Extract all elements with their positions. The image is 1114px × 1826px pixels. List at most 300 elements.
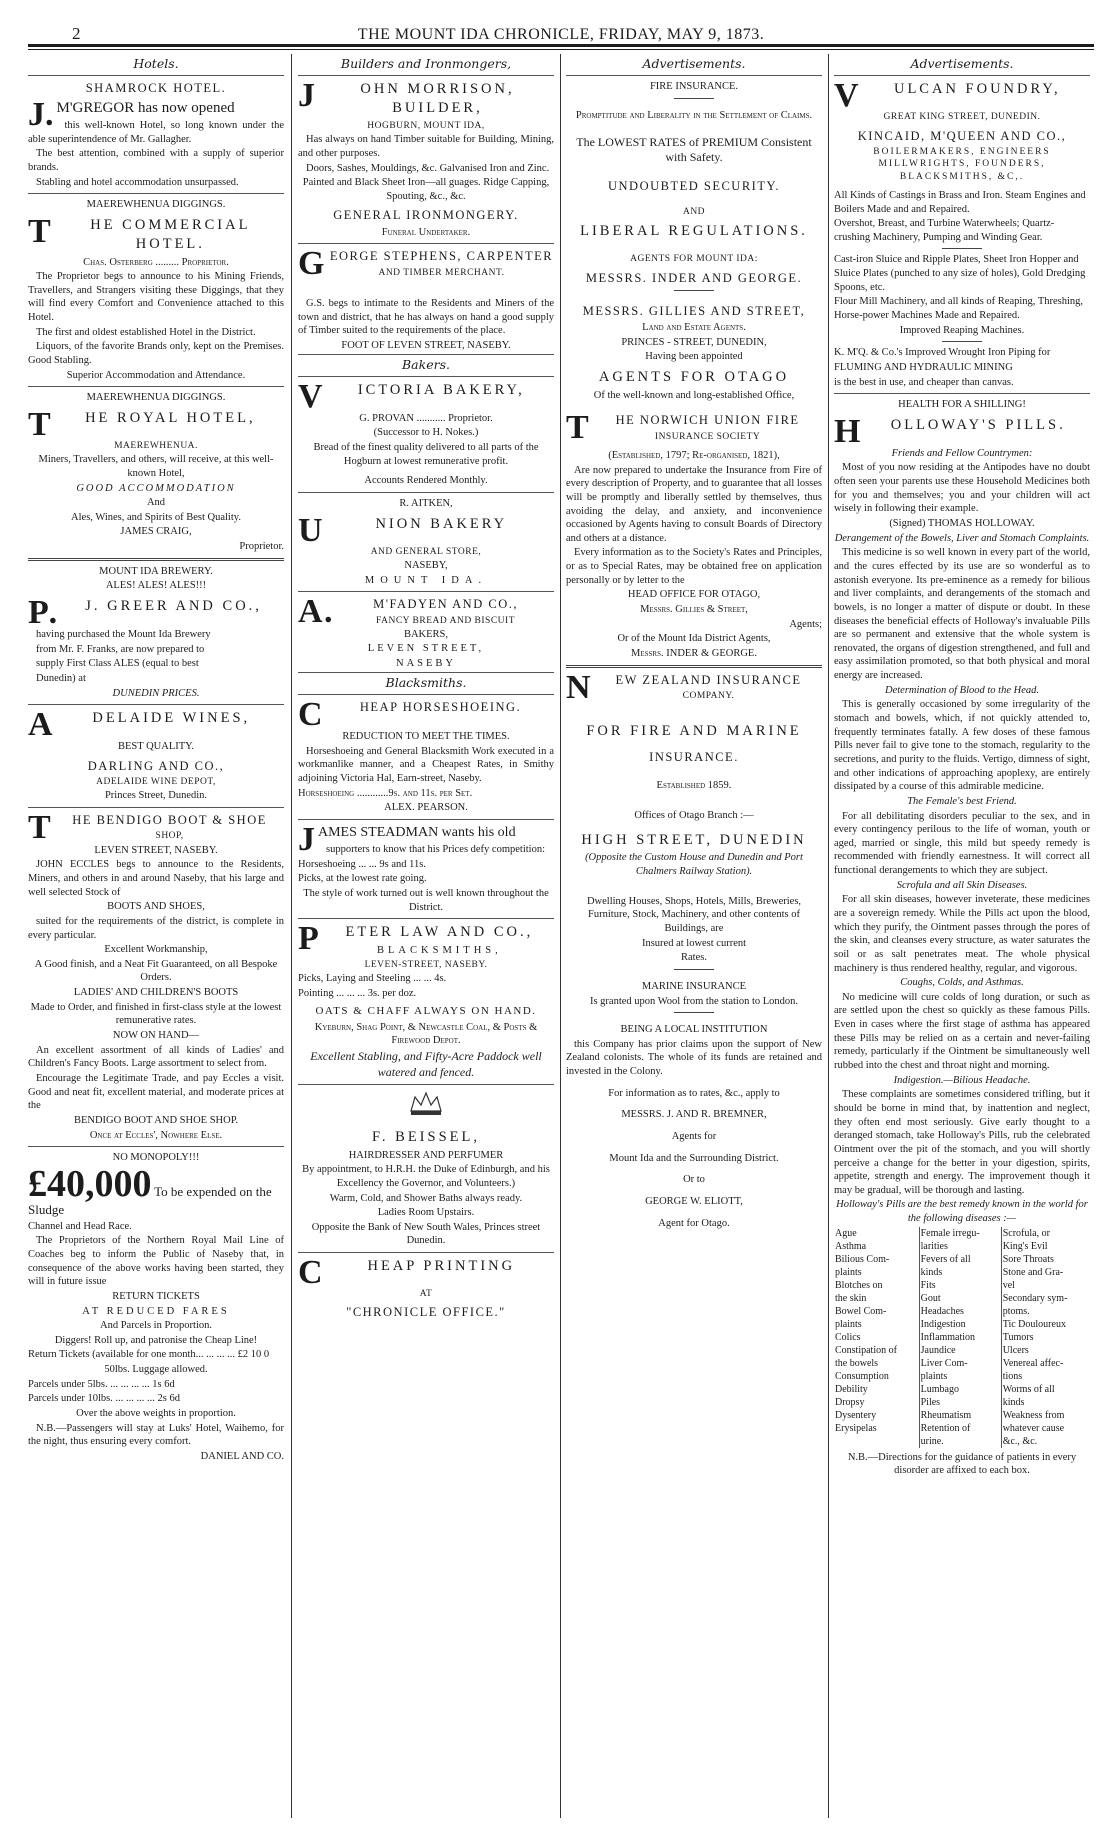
ad-title: OLLOWAY'S PILLS. <box>890 416 1066 433</box>
ad-text: Dwelling Houses, Shops, Hotels, Mills, Breweries, Furniture, Stock, Machinery, and other contents of Buildings, are <box>586 895 802 934</box>
table-cell: Tic Douloureux <box>1002 1318 1066 1330</box>
ad-text: Picks, at the lowest rate going. <box>298 873 427 885</box>
fire-insurance-ad <box>566 80 822 402</box>
ad-text: KINCAID, M'QUEEN AND CO., <box>857 128 1067 143</box>
ad-text: Superior Accommodation and Attendance. <box>66 369 246 381</box>
column-3 <box>566 54 822 1818</box>
drop-cap: J <box>298 820 315 858</box>
ad-subtitle: MAEREWHENUA DIGGINGS. <box>86 199 226 211</box>
ad-title: EW ZEALAND INSURANCE <box>615 672 802 687</box>
ad-text: AND <box>682 206 706 217</box>
ad-text: An excellent assortment of all kinds of Ladies' and Children's Fancy Boots. Large assortment to select from. <box>28 1044 284 1070</box>
table-cell: Venereal affec- <box>1002 1357 1064 1369</box>
ad-text: (Established, 1797; Re-organised, 1821), <box>608 450 780 461</box>
ad-title: NION BAKERY <box>375 515 508 532</box>
ad-text: Pointing ... ... ... 3s. per doz. <box>298 987 417 999</box>
ad-text: Insured at lowest current <box>641 937 747 949</box>
table-cell: Ulcers <box>1002 1344 1029 1356</box>
ad-text: Mount Ida and the Surrounding District. <box>609 1152 779 1164</box>
ad-text: Having been appointed <box>645 351 743 363</box>
ad-text: The Proprietor begs to announce to his Mining Friends, Travellers, and Strangers visiting these Diggings, that they will find every Comfort and Convenience attached to this Hotel. <box>28 271 284 324</box>
ad-title: OHN MORRISON, BUILDER, <box>360 81 515 117</box>
ad-text: LADIES' AND CHILDREN'S BOOTS <box>73 987 239 999</box>
table-cell: Fits <box>919 1279 1001 1292</box>
ad-text: INSURANCE. <box>649 750 739 765</box>
page-number: 2 <box>72 24 81 43</box>
diseases-table <box>834 1227 1090 1448</box>
ad-text: supply First Class ALES (equal to best <box>36 658 199 670</box>
ad-text: Princes Street, Dunedin. <box>104 790 208 802</box>
ad-text: Agents for <box>671 1131 717 1143</box>
ad-text: MESSRS. INDER AND GEORGE. <box>585 270 803 285</box>
ad-title: NO MONOPOLY!!! <box>112 1152 200 1164</box>
ad-text: Rates. <box>681 952 707 964</box>
ad-text: this well-known Hotel, so long known under the able superintendence of Mr. Gallagher. <box>28 120 284 145</box>
ad-text: Improved Reaping Machines. <box>899 324 1025 336</box>
ad-title: FIRE INSURANCE. <box>649 81 739 93</box>
ad-text: Every information as to the Society's Rates and Principles, or as to Special Rates, may be obtained free on application personally or by letter to the <box>566 547 822 586</box>
section-heading: Bakers. <box>298 354 554 377</box>
ad-text: This is generally occasioned by some irregularity of the stomach and bowels, which, if not quickly attended to, frequently terminates fatally. A few doses of these famous Pills never fail to give tone to the stomach, regularity to the secretions, and purity to the fluids. Vertigo, dimness of sight, and other indications of approaching apoplexy, are entirely dissipated by a course of this admirable medicine. <box>834 699 1090 793</box>
ad-text: RETURN TICKETS <box>112 1290 200 1302</box>
royal-hotel-ad <box>28 391 284 553</box>
ad-text: And <box>146 497 166 509</box>
ad-text: Parcels under 10lbs. ... ... ... ... 2s 6d <box>28 1393 180 1405</box>
ad-text: Picks, Laying and Steeling ... ... 4s. <box>298 973 447 985</box>
ad-text: MESSRS. GILLIES AND STREET, <box>582 303 806 318</box>
ad-text: FOOT OF LEVEN STREET, NASEBY. <box>341 339 511 351</box>
ad-text: Encourage the Legitimate Trade, and pay Eccles a visit. Good and neat fit, excellent material, and moderate prices at the <box>28 1072 284 1112</box>
printing-ad <box>298 1254 554 1321</box>
ad-subtitle: COMPANY. <box>682 690 735 701</box>
coach-line-ad <box>28 1151 284 1463</box>
ad-text: having purchased the Mount Ida Brewery <box>36 629 211 641</box>
ad-text: LEVEN STREET, NASEBY. <box>94 844 218 856</box>
ad-subheading: Scrofula and all Skin Diseases. <box>896 879 1028 891</box>
ad-text: Excellent Workmanship, <box>104 944 208 956</box>
ad-text: Messrs. Gillies & Street, <box>640 604 748 616</box>
table-cell: Tumors <box>1002 1331 1034 1343</box>
table-cell: urine. <box>919 1435 1001 1448</box>
drop-cap: J <box>298 77 318 115</box>
table-cell: vel <box>1002 1279 1015 1291</box>
drop-cap: P. <box>28 594 61 632</box>
table-cell: Scrofula, or <box>1002 1227 1050 1239</box>
column-4 <box>834 54 1090 1818</box>
table-cell: tions <box>1002 1370 1023 1382</box>
section-heading: Hotels. <box>28 54 284 76</box>
ad-subtitle: MAEREWHENUA DIGGINGS. <box>86 392 226 404</box>
ad-text: Has always on hand Timber suitable for Building, Mining, and other purposes. <box>298 134 554 159</box>
ad-text: NOW ON HAND— <box>112 1030 200 1042</box>
header-rule-thin <box>28 49 1094 50</box>
table-row <box>834 1305 1090 1318</box>
table-row <box>834 1227 1090 1240</box>
ad-signature: ALEX. PEARSON. <box>384 802 468 814</box>
ad-text: (Signed) THOMAS HOLLOWAY. <box>889 518 1035 530</box>
ad-text: PRINCES - STREET, DUNEDIN, <box>621 336 767 348</box>
table-cell: Piles <box>919 1396 1001 1409</box>
ad-text: All Kinds of Castings in Brass and Iron. Steam Engines and Boilers Made and and Repaired. <box>834 189 1086 215</box>
ad-text: Overshot, Breast, and Turbine Waterwheels; Quartz-crushing Machinery, Pumping and Winding Gear. <box>834 218 1055 243</box>
ad-text: Funeral Undertaker. <box>381 226 471 238</box>
ad-text: 50lbs. Luggage allowed. <box>104 1364 208 1376</box>
ad-text: Land and Estate Agents. <box>642 322 746 333</box>
table-row <box>834 1383 1090 1396</box>
ad-text: Or of the Mount Ida District Agents, <box>617 633 771 645</box>
table-cell: Lumbago <box>919 1383 1001 1396</box>
ad-subheading: The Female's best Friend. <box>907 795 1017 807</box>
ad-text: this Company has prior claims upon the support of New Zealand colonists. The whole of its funds are retained and invested in the Colony. <box>566 1038 822 1078</box>
peter-law-ad <box>298 920 554 1080</box>
ad-text: FANCY BREAD AND BISCUIT <box>376 615 516 626</box>
ad-text: Made to Order, and finished in first-class style at the lowest remunerative rates. <box>30 1001 282 1027</box>
ad-text: G.S. begs to intimate to the Residents and Miners of the town and district, that he has always on hand a good supply of Timber suited to the requirements of the place. <box>298 297 554 337</box>
table-row <box>834 1422 1090 1435</box>
ad-text: Horseshoeing ... ... 9s and 11s. <box>298 858 426 870</box>
ad-text: Flour Mill Machinery, and all kinds of Reaping, Threshing, Horse-power Machines Made and Repaired. <box>834 296 1084 321</box>
table-cell <box>834 1435 919 1448</box>
ad-subtitle: INSURANCE SOCIETY <box>654 431 761 442</box>
ad-text: JOHN ECCLES begs to announce to the Residents, Miners, and others in and around Naseby, that his large and well selected Stock of <box>28 859 284 898</box>
ad-subheading: Coughs, Colds, and Asthmas. <box>900 977 1024 989</box>
ad-text: Friends and Fellow Countrymen: <box>891 447 1033 459</box>
table-cell: Female irregu- <box>919 1227 1001 1240</box>
drop-cap: G <box>298 245 326 283</box>
ad-text: Ladies Room Upstairs. <box>377 1207 475 1219</box>
ad-title: ICTORIA BAKERY, <box>357 381 525 398</box>
ad-text: AT <box>419 1289 433 1300</box>
ad-text: Painted and Black Sheet Iron—all guages. Ridge Capping, Spouting, &c., &c. <box>302 177 550 202</box>
ad-text: from Mr. F. Franks, are now prepared to <box>36 643 205 655</box>
ad-text: And Parcels in Proportion. <box>100 1320 212 1332</box>
ad-text: Warm, Cold, and Shower Baths always ready. <box>329 1192 523 1204</box>
ad-text: (Opposite the Custom House and Dunedin and Port Chalmers Railway Station). <box>585 852 803 878</box>
mfadyen-ad <box>298 593 554 671</box>
drop-cap: A. <box>298 593 335 631</box>
table-cell: Debility <box>834 1383 919 1396</box>
drop-cap: A <box>28 706 56 744</box>
ad-title: AMES STEADMAN wants his old <box>318 824 516 840</box>
table-cell: Dropsy <box>834 1396 919 1409</box>
ad-signature: Proprietor. <box>239 541 284 553</box>
ad-text: BOILERMAKERS, ENGINEERS MILLWRIGHTS, FOUNDERS, BLACKSMITHS, &C,. <box>873 146 1051 182</box>
ad-text: R. AITKEN, <box>399 497 453 509</box>
table-row <box>834 1253 1090 1266</box>
ad-text: N.B.—Directions for the guidance of patients in every disorder are affixed to each box. <box>847 1451 1077 1477</box>
ad-text: "CHRONICLE OFFICE." <box>346 1305 506 1320</box>
ad-text: NASEBY <box>395 658 456 670</box>
table-cell: Headaches <box>919 1305 1001 1318</box>
ad-subtitle: AND GENERAL STORE, <box>370 546 482 557</box>
table-row <box>834 1370 1090 1383</box>
section-heading: Builders and Ironmongers, <box>298 54 554 76</box>
ad-text: The Proprietors of the Northern Royal Mail Line of Coaches beg to inform the Public of Naseby that, in consequence of the above works having been started, they will in future issue <box>28 1235 284 1288</box>
ad-title: HE BENDIGO BOOT & SHOE <box>72 813 267 828</box>
ad-text: Accounts Rendered Monthly. <box>364 475 488 487</box>
ad-text: (Successor to H. Nokes.) <box>373 427 479 439</box>
ad-text: FLUMING AND HYDRAULIC MINING <box>834 361 1013 373</box>
ad-text: These complaints are sometimes considered trifling, but it should be borne in mind that, by inattention and neglect, they often end most seriously. Give early thought to a deranged stomach, take Holloway's Pills, rub the celebrated Ointment over the pit of the stomach, and you will shortly perceive a change for the better in your digestion, spirits, appetite, strength and energy. The improvement though it may be gradual, will be thorough and lasting. <box>834 1089 1090 1196</box>
ad-subtitle: SHOP, <box>155 831 184 842</box>
table-cell: &c., &c. <box>1002 1435 1038 1447</box>
ad-text: GENERAL IRONMONGERY. <box>333 208 519 223</box>
ad-title: EORGE STEPHENS, CARPENTER <box>329 249 554 264</box>
ad-text: Kyeburn, Shag Point, & Newcastle Coal, & Posts & Firewood Depot. <box>314 1021 538 1047</box>
ad-text: BOOTS AND SHOES, <box>107 901 205 913</box>
ad-title: DARLING AND CO., <box>87 758 225 773</box>
drop-cap: T <box>28 809 53 847</box>
ad-text: Return Tickets (available for one month... ... ... ... £2 10 0 <box>28 1349 270 1361</box>
table-cell: Bowel Com- <box>834 1305 919 1318</box>
table-cell: Blotches on <box>834 1279 919 1292</box>
table-cell: plaints <box>919 1370 1001 1383</box>
table-cell: kinds <box>1002 1396 1025 1408</box>
ad-text: The LOWEST RATES of PREMIUM Consistent with Safety. <box>576 134 812 165</box>
ad-text: The style of work turned out is well known throughout the District. <box>303 887 549 913</box>
ad-text: Are now prepared to undertake the Insurance from Fire of every description of Property, and to guarantee that all losses will be promptly and liberally settled by themselves, thus avoiding the delay, and anxiety, and inconvenience occasioned by Agents having to consult Boards of Directory and others at a distance. <box>566 464 822 544</box>
ad-text: For all debilitating disorders peculiar to the sex, and in every contingency perilous to the life of woman, youth or aged, married or single, this mild but speedy remedy is recommended with friendly earnestness. It will correct all functional derangements to which they are subject. <box>834 810 1090 877</box>
table-cell: Bilious Com- <box>834 1253 919 1266</box>
table-cell: Consumption <box>834 1370 919 1383</box>
ad-text: Promptitude and Liberality in the Settlement of Claims. <box>575 109 813 121</box>
ad-text: MESSRS. J. AND R. BREMNER, <box>621 1109 767 1121</box>
table-row <box>834 1357 1090 1370</box>
column-1 <box>28 54 284 1818</box>
drop-cap: V <box>298 377 326 415</box>
table-row <box>834 1396 1090 1409</box>
ad-text: AGENTS FOR MOUNT IDA: <box>630 254 758 265</box>
ad-title: ULCAN FOUNDRY, <box>893 81 1061 98</box>
table-cell: the skin <box>834 1292 919 1305</box>
royal-crest-icon <box>298 1089 554 1124</box>
ad-text: Diggers! Roll up, and patronise the Cheap Line! <box>54 1334 258 1346</box>
drop-cap: P <box>298 920 322 958</box>
ad-text: To be expended on the Sludge <box>28 1183 272 1217</box>
ad-text: By appointment, to H.R.H. the Duke of Edinburgh, and his Excellency the Governor, and Volunteers.) <box>302 1164 550 1189</box>
drop-cap: C <box>298 696 325 734</box>
wines-ad <box>28 706 284 803</box>
ad-signature: JAMES CRAIG, <box>120 526 192 538</box>
ad-title: HE NORWICH UNION FIRE <box>615 413 800 428</box>
ad-text: GOOD ACCOMMODATION <box>76 482 236 494</box>
drop-cap: U <box>298 511 326 549</box>
ad-amount: £40,000 <box>28 1162 152 1205</box>
stephens-ad <box>298 245 554 352</box>
ad-text: Messrs. INDER & GEORGE. <box>631 647 757 659</box>
table-cell: Fevers of all <box>919 1253 1001 1266</box>
ad-text: BEING A LOCAL INSTITUTION <box>620 1024 768 1036</box>
ad-text: Is granted upon Wool from the station to London. <box>589 995 799 1007</box>
ad-text: AT REDUCED FARES <box>82 1305 230 1317</box>
ad-text: Or to <box>683 1174 705 1186</box>
shamrock-hotel-ad <box>28 80 284 189</box>
beissel-ad <box>298 1089 554 1248</box>
ad-title: DELAIDE WINES, <box>92 710 251 727</box>
ad-text: DUNEDIN PRICES. <box>112 687 200 699</box>
ad-text: Excellent Stabling, and Fifty-Acre Paddock well watered and fenced. <box>310 1048 542 1079</box>
table-cell: Ague <box>834 1227 919 1240</box>
ad-text: The first and oldest established Hotel in the District. <box>36 326 256 338</box>
ad-text: HEAD OFFICE FOR OTAGO, <box>627 589 761 601</box>
ad-text: Liquors, of the favorite Brands only, kept on the Premises. Good Stabling. <box>28 341 284 367</box>
table-row <box>834 1331 1090 1344</box>
ad-text: LIBERAL REGULATIONS. <box>580 223 808 240</box>
section-heading: Advertisements. <box>566 54 822 76</box>
table-cell: plaints <box>834 1266 919 1279</box>
table-cell: Retention of <box>919 1422 1001 1435</box>
ad-subheading: Derangement of the Bowels, Liver and Stomach Complaints. <box>834 532 1090 544</box>
ad-text: Of the well-known and long-established Office, <box>593 389 795 401</box>
ad-subheading: Holloway's Pills are the best remedy known in the world for the following diseases :— <box>836 1199 1088 1225</box>
ad-text: For all skin diseases, however inveterate, these medicines are a sovereign remedy. While the Pills act upon the blood, which they purify, the Ointment passes through the pores of the skin, and cleanses every structure, as water saturates the soil or as salt penetrates meat. The whole physical machinery is thus rendered healthy, regular, and vigorous. <box>834 894 1090 974</box>
ad-text: is the best in use, and cheaper than canvas. <box>834 376 1014 388</box>
table-cell: Stone and Gra- <box>1002 1266 1064 1278</box>
ad-text: supporters to know that his Prices defy competition: <box>326 844 546 856</box>
ad-text: For information as to rates, &c., apply to <box>608 1087 780 1099</box>
column-divider <box>291 54 292 1818</box>
ad-text: BEST QUALITY. <box>117 741 195 753</box>
ad-text: FOR FIRE AND MARINE <box>586 723 802 740</box>
ad-title: M'FADYEN AND CO., <box>373 597 518 612</box>
table-cell: Gout <box>919 1292 1001 1305</box>
ad-text: Dunedin) at <box>36 672 86 684</box>
ad-text: Offices of Otago Branch :— <box>634 809 754 821</box>
ad-text: Doors, Sashes, Mouldings, &c. Galvanised Iron and Zinc. <box>306 162 550 174</box>
table-cell: ptoms. <box>1002 1305 1030 1317</box>
commercial-hotel-ad <box>28 198 284 382</box>
ad-subtitle: MAEREWHENUA. <box>114 440 198 451</box>
ad-text: UNDOUBTED SECURITY. <box>607 178 781 193</box>
header-rule <box>28 44 1094 47</box>
ad-text: Established 1859. <box>656 780 732 792</box>
drop-cap: H <box>834 412 864 450</box>
vulcan-foundry-ad <box>834 77 1090 389</box>
table-cell: Inflammation <box>919 1331 1001 1344</box>
ad-text: Bread of the finest quality delivered to all parts of the Hogburn at lowest remunerative profit. <box>313 442 539 467</box>
table-cell: Colics <box>834 1331 919 1344</box>
ad-signature: DANIEL AND CO. <box>200 1450 284 1462</box>
table-row <box>834 1409 1090 1422</box>
ad-text: GEORGE W. ELIOTT, <box>645 1195 743 1207</box>
table-cell: Indigestion <box>919 1318 1001 1331</box>
ad-text: Opposite the Bank of New South Wales, Princes street Dunedin. <box>311 1221 541 1247</box>
horseshoeing-ad <box>298 696 554 815</box>
table-cell: Rheumatism <box>919 1409 1001 1422</box>
ad-text: Agents; <box>789 618 822 630</box>
ad-subtitle: HOGBURN, MOUNT IDA, <box>367 120 485 131</box>
ad-text: K. M'Q. & Co.'s Improved Wrought Iron Piping for <box>834 347 1051 359</box>
table-row <box>834 1344 1090 1357</box>
column-2 <box>298 54 554 1818</box>
drop-cap: T <box>566 409 591 447</box>
victoria-bakery-ad <box>298 377 554 488</box>
column-divider <box>560 54 561 1818</box>
table-cell: Asthma <box>834 1240 919 1253</box>
ad-text: Over the above weights in proportion. <box>76 1408 236 1420</box>
ad-subtitle: HEALTH FOR A SHILLING! <box>898 399 1026 411</box>
table-cell: plaints <box>834 1318 919 1331</box>
ad-text: A Good finish, and a Neat Fit Guaranteed, on all Bespoke Orders. <box>34 958 278 984</box>
table-cell: Erysipelas <box>834 1422 919 1435</box>
ad-headline: M'GREGOR has now opened <box>56 99 235 116</box>
ad-title: F. BEISSEL, <box>372 1128 480 1145</box>
ad-text: Stabling and hotel accommodation unsurpassed. <box>36 176 239 188</box>
ad-text: AGENTS FOR OTAGO <box>598 368 790 385</box>
drop-cap: V <box>834 77 862 115</box>
ad-title: HE COMMERCIAL HOTEL. <box>90 216 251 252</box>
table-row <box>834 1279 1090 1292</box>
section-heading: Blacksmiths. <box>298 672 554 695</box>
ad-subtitle: BLACKSMITHS, <box>377 945 502 957</box>
table-cell: Sore Throats <box>1002 1253 1054 1265</box>
new-zealand-insurance-ad <box>566 668 822 1231</box>
ad-text: BENDIGO BOOT AND SHOE SHOP. <box>73 1114 239 1126</box>
ad-text: LEVEN STREET, <box>367 643 485 655</box>
brewery-ad <box>28 565 284 700</box>
table-cell: kinds <box>919 1266 1001 1279</box>
drop-cap: T <box>28 212 54 250</box>
ad-text: The best attention, combined with a supply of superior brands. <box>28 148 284 173</box>
holloway-pills-ad <box>834 398 1090 1478</box>
ad-text: Channel and Head Race. <box>28 1220 132 1232</box>
table-cell: King's Evil <box>1002 1240 1048 1252</box>
ad-title: J. GREER AND CO., <box>85 598 262 615</box>
ad-title: HEAP HORSESHOEING. <box>359 700 522 715</box>
table-row <box>834 1292 1090 1305</box>
ad-text: MOUNT IDA. <box>364 574 488 586</box>
table-cell: Weakness from <box>1002 1409 1065 1421</box>
drop-cap: N <box>566 668 593 706</box>
ad-text: MARINE INSURANCE <box>641 980 747 992</box>
column-divider <box>828 54 829 1818</box>
table-row <box>834 1435 1090 1448</box>
ad-text: OATS & CHAFF ALWAYS ON HAND. <box>315 1005 537 1018</box>
ad-subtitle: LEVEN-STREET, NASEBY. <box>364 959 488 970</box>
table-cell: Constipation of <box>834 1344 919 1357</box>
ad-text: N.B.—Passengers will stay at Luks' Hotel, Waihemo, for the night, thus ensuring every comfort. <box>28 1422 284 1448</box>
ad-text: No medicine will cure colds of long duration, or such as are settled upon the chest so quickly as these famous Pills. Even in cases where the first stage of asthma has appeared these Pills may be relied on as a certain and never-failing remedy, particularly if the Ointment be simultaneously well rubbed into the chest and throat night and morning. <box>834 991 1090 1072</box>
ad-text: Agent for Otago. <box>658 1217 730 1229</box>
ad-text: Chas. Osterberg ......... Proprietor. <box>83 256 229 268</box>
ad-text: Parcels under 5lbs. ... ... ... ... 1s 6d <box>28 1378 175 1390</box>
bendigo-boot-ad <box>28 809 284 1142</box>
table-row <box>834 1318 1090 1331</box>
table-cell: Worms of all <box>1002 1383 1055 1395</box>
table-cell: the bowels <box>834 1357 919 1370</box>
ad-title: HE ROYAL HOTEL, <box>85 409 256 426</box>
steadman-ad <box>298 820 554 914</box>
ad-text: Most of you now residing at the Antipodes have no doubt often seen your parents use these Household Medicines both for you and themselves; you and your children will act wisely in following their example. <box>834 462 1090 515</box>
ad-text: ALES! ALES! ALES!!! <box>105 580 207 592</box>
ad-text: Miners, Travellers, and others, will receive, at this well-known Hotel, <box>38 454 274 479</box>
ad-title: ETER LAW AND CO., <box>345 924 534 941</box>
table-row <box>834 1240 1090 1253</box>
morrison-ad <box>298 77 554 239</box>
ad-title: MOUNT IDA BREWERY. <box>99 565 213 577</box>
table-cell: Secondary sym- <box>1002 1292 1068 1304</box>
newspaper-title: THE MOUNT IDA CHRONICLE, FRIDAY, MAY 9, 1873. <box>357 26 765 43</box>
ad-text: NASEBY, <box>404 559 448 571</box>
ad-title: HEAP PRINTING <box>367 1258 516 1275</box>
ad-subheading: Indigestion.—Bilious Headache. <box>893 1074 1031 1086</box>
ad-text: suited for the requirements of the district, is complete in every particular. <box>28 915 284 941</box>
ad-title: SHAMROCK HOTEL. <box>85 81 227 96</box>
norwich-union-ad <box>566 409 822 660</box>
ad-text: Horseshoeing ............9s. and 11s. per Set. <box>298 787 473 799</box>
drop-cap: C <box>298 1254 326 1292</box>
ad-text: Cast-iron Sluice and Ripple Plates, Sheet Iron Hopper and Sluice Plates (punched to any size of holes), Gold Dredging Spoons, etc. <box>834 254 1086 293</box>
